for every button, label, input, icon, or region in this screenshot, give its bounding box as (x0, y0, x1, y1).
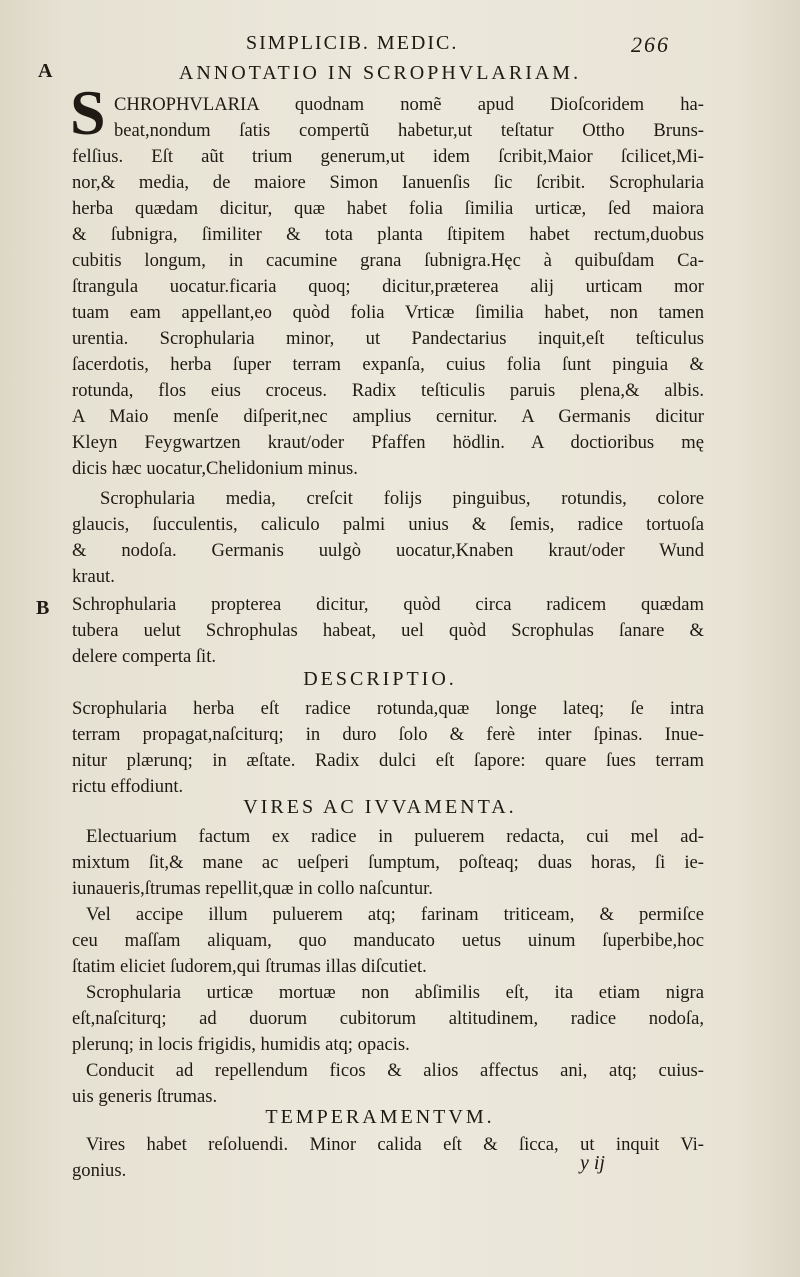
text-line: ceu maſſam aliquam, quo manducato uetus uinum ſuperbibe,hoc (72, 930, 704, 951)
text-line: Electuarium factum ex radice in puluerem redacta, cui mel ad- (86, 826, 704, 847)
running-head (246, 30, 676, 62)
text-line: dicis hæc uocatur,Chelidonium minus. (72, 458, 358, 479)
section-heading-vires: VIRES AC IVVAMENTA. (243, 796, 517, 818)
text-line: rictu effodiunt. (72, 776, 184, 797)
section-heading-annotatio: ANNOTATIO IN SCROPHVLARIAM. (178, 62, 582, 84)
text-line: delere comperta ſit. (72, 646, 217, 667)
margin-letter-a: A (38, 60, 53, 82)
signature-mark: y ij (580, 1152, 605, 1174)
text-line: tuam eam appellant,eo quòd folia Vrticæ ſimilia habet, non tamen (72, 302, 704, 323)
text-line: felſius. Eſt aũt trium generum,ut idem ſcribit,Maior ſcilicet,Mi- (72, 146, 704, 167)
drop-cap: S (70, 77, 106, 148)
text-line: tubera uelut Schrophulas habeat, uel quòd Scrophulas ſanare & (72, 620, 704, 641)
text-line: Scrophularia urticæ mortuæ non abſimilis eſt, ita etiam nigra (86, 982, 704, 1003)
page-number: 266 (631, 32, 670, 57)
text-line: rotunda, flos eius croceus. Radix teſticulis paruis plena,& albis. (72, 380, 704, 401)
text-line: Scrophularia media, creſcit folijs pinguibus, rotundis, colore (100, 488, 704, 509)
text-line: herba quædam dicitur, quæ habet folia ſimilia urticæ, ſed maiora (72, 198, 704, 219)
text-line: ſtatim eliciet ſudorem,qui ſtrumas illas diſcutiet. (72, 956, 427, 977)
text-line: Kleyn Feygwartzen kraut/oder Pfaffen hödlin. A doctioribus mę (72, 432, 704, 453)
text-line: & nodoſa. Germanis uulgò uocatur,Knaben kraut/oder Wund (72, 540, 704, 561)
text-line: urentia. Scrophularia minor, ut Pandectarius inquit,eſt teſticulus (72, 328, 704, 349)
text-line: plerunq; in locis frigidis, humidis atq; opacis. (72, 1034, 410, 1055)
margin-letter-b: B (36, 597, 50, 619)
text-line: terram propagat,naſciturq; in duro ſolo & ferè inter ſpinas. Inue- (72, 724, 704, 745)
text-line: iunaueris,ſtrumas repellit,quæ in collo naſcuntur. (72, 878, 433, 899)
text-line: nor,& media, de maiore Simon Ianuenſis ſic ſcribit. Scrophularia (72, 172, 704, 193)
section-heading-descriptio: DESCRIPTIO. (303, 668, 457, 690)
text-line: Schrophularia propterea dicitur, quòd circa radicem quædam (72, 594, 704, 615)
text-line: eſt,naſciturq; ad duorum cubitorum altitudinem, radice nodoſa, (72, 1008, 704, 1029)
text-line: kraut. (72, 566, 115, 587)
text-line: beat,nondum ſatis compertũ habetur,ut teſtatur Ottho Bruns- (114, 120, 704, 141)
text-line: A Maio menſe diſperit,nec amplius cernitur. A Germanis dicitur (72, 406, 704, 427)
text-line: cubitis longum, in cacumine grana ſubnigra.Hęc à quibuſdam Ca- (72, 250, 704, 271)
text-line: CHROPHVLARIA quodnam nomẽ apud Dioſcoridem ha- (114, 94, 704, 115)
section-heading-temperamentum: TEMPERAMENTVM. (265, 1106, 495, 1128)
text-line: Vires habet reſoluendi. Minor calida eſt & ſicca, ut inquit Vi- (86, 1134, 704, 1155)
text-line: Scrophularia herba eſt radice rotunda,quæ longe lateq; ſe intra (72, 698, 704, 719)
text-line: nitur plærunq; in æſtate. Radix dulci eſt ſapore: quare ſues terram (72, 750, 704, 771)
text-line: mixtum ſit,& mane ac ueſperi ſumptum, poſteaq; duas horas, ſi ie- (72, 852, 704, 873)
text-line: & ſubnigra, ſimiliter & tota planta ſtipitem habet rectum,duobus (72, 224, 704, 245)
text-line: Conducit ad repellendum ficos & alios affectus ani, atq; cuius- (86, 1060, 704, 1081)
text-line: glaucis, ſucculentis, caliculo palmi unius & ſemis, radice tortuoſa (72, 514, 704, 535)
text-line: ſtrangula uocatur.ficaria quoq; dicitur,præterea alij urticam mor (72, 276, 704, 297)
text-line: uis generis ſtrumas. (72, 1086, 218, 1107)
running-title: SIMPLICIB. MEDIC. (246, 32, 459, 54)
text-line: gonius. (72, 1160, 127, 1181)
text-line: ſacerdotis, herba ſuper terram expanſa, cuius folia ſunt pinguia & (72, 354, 704, 375)
text-line: Vel accipe illum puluerem atq; farinam triticeam, & permiſce (86, 904, 704, 925)
